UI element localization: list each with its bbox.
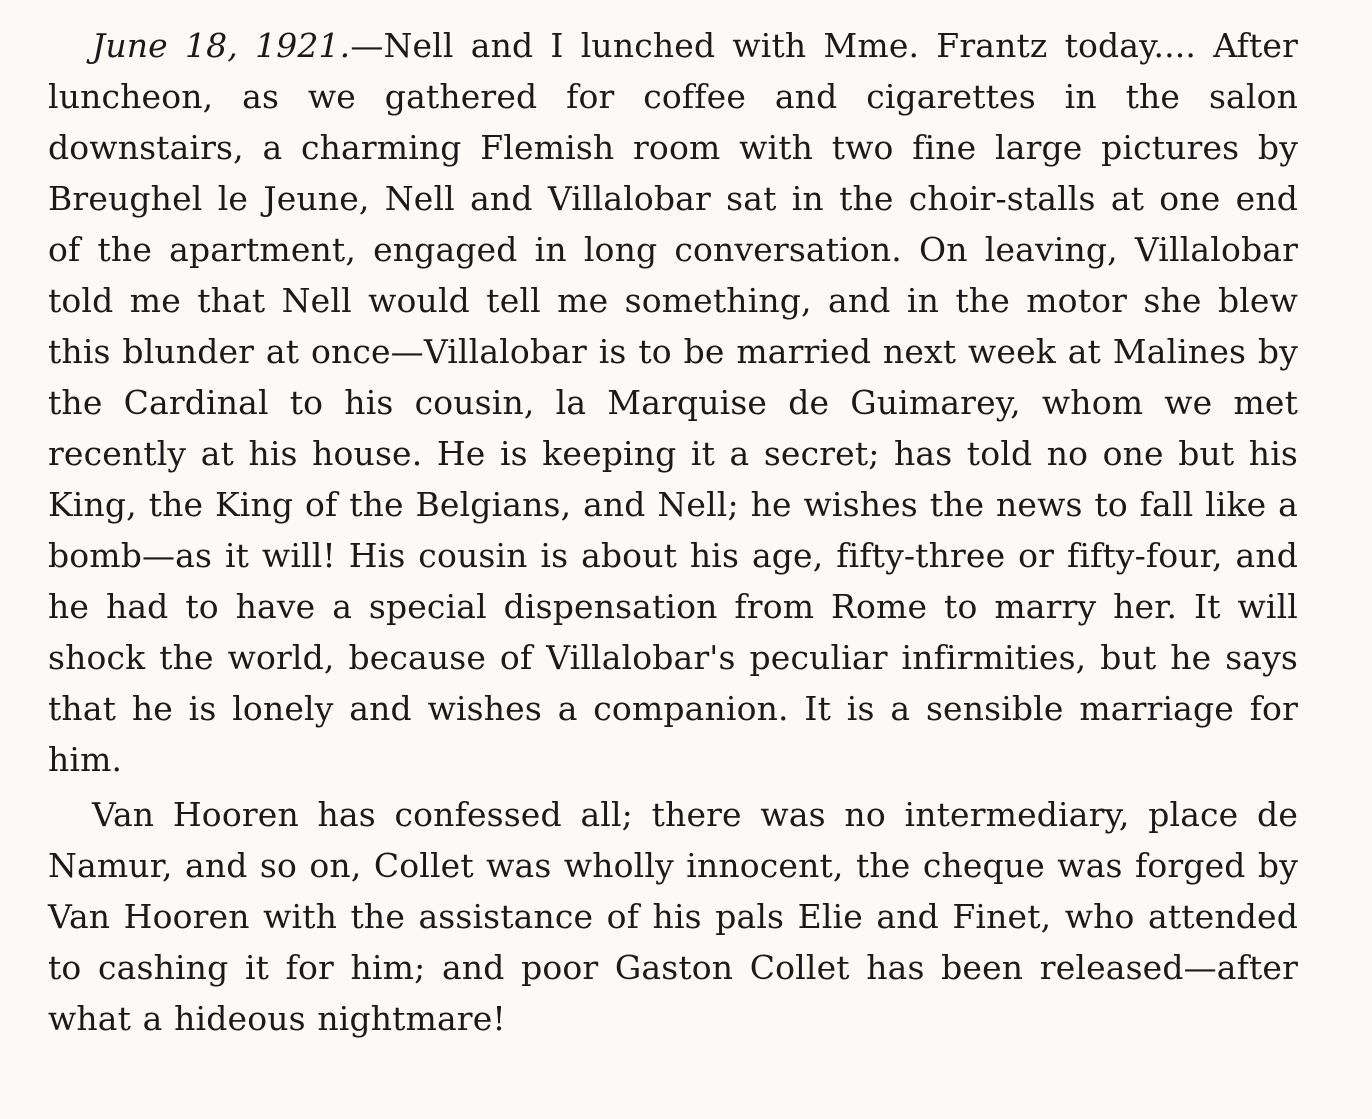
journal-paragraph-1: [48, 20, 1298, 785]
paragraph-2-text: Van Hooren has confessed all; there was no intermediary, place de Namur, and so on, Collet was wholly innocent, the cheque was forged by Van Hooren with the assistance of his pals Elie and Finet, who attended to cashing it for him; and poor Gaston Collet has been released—after what a hideous nightmare!: [48, 795, 1298, 1038]
entry-date: June 18, 1921.: [92, 26, 351, 65]
paragraph-1-text: —Nell and I lunched with Mme. Frantz today.... After luncheon, as we gathered for coffee and cigarettes in the salon downstairs, a charming Flemish room with two fine large pictures by Breughel le Jeune, Nell and Villalobar sat in the choir-stalls at one end of the apartment, engaged in long conversation. On leaving, Villalobar told me that Nell would tell me something, and in the motor she blew this blunder at once—Villalobar is to be married next week at Malines by the Cardinal to his cousin, la Marquise de Guimarey, whom we met recently at his house. He is keeping it a secret; has told no one but his King, the King of the Belgians, and Nell; he wishes the news to fall like a bomb—as it will! His cousin is about his age, fifty-three or fifty-four, and he had to have a special dispensation from Rome to marry her. It will shock the world, because of Villalobar's peculiar infirmities, but he says that he is lonely and wishes a companion. It is a sensible marriage for him.: [48, 26, 1298, 779]
journal-paragraph-2: [48, 789, 1298, 1044]
